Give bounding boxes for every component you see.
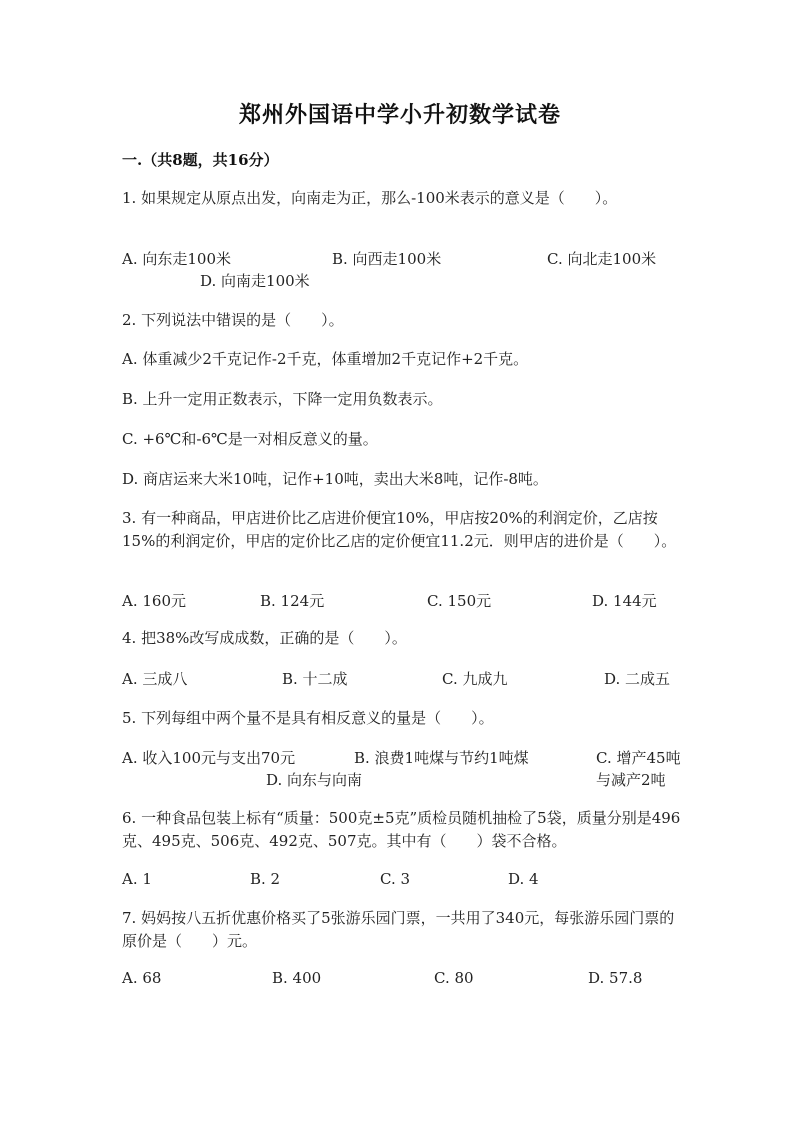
option-b: B. 向西走100米 — [332, 250, 442, 268]
option-d: D. 57.8 — [588, 969, 643, 987]
option-a: A. 向东走100米 — [122, 250, 231, 268]
option-d: D. 向东与向南 — [266, 771, 363, 789]
option-b: B. 124元 — [260, 592, 325, 610]
option-c: C. 增产45吨与减产2吨 — [596, 749, 681, 789]
question-4-stem: 4. 把38%改写成成数，正确的是（ ）。 — [122, 629, 407, 647]
option-d: D. 4 — [508, 870, 539, 888]
option-d: D. 向南走100米 — [200, 272, 310, 290]
option-a: A. 68 — [122, 969, 162, 987]
question-5-stem: 5. 下列每组中两个量不是具有相反意义的量是（ ）。 — [122, 709, 494, 727]
option-a: A. 收入100元与支出70元 — [122, 749, 296, 767]
option-a: A. 体重减少2千克记作-2千克，体重增加2千克记作+2千克。 — [122, 350, 529, 368]
option-c: C. 3 — [380, 870, 411, 888]
question-1-stem: 1. 如果规定从原点出发，向南走为正，那么-100米表示的意义是（ ）。 — [122, 189, 618, 207]
question-1-options — [122, 248, 682, 294]
option-c: C. 150元 — [427, 592, 492, 610]
option-b: B. 400 — [272, 969, 322, 987]
question-5-options — [122, 747, 682, 793]
option-d: D. 商店运来大米10吨，记作+10吨，卖出大米8吨，记作-8吨。 — [122, 470, 548, 488]
option-d: D. 144元 — [592, 592, 657, 610]
option-a: A. 三成八 — [122, 670, 188, 688]
option-b: B. 2 — [250, 870, 281, 888]
question-7-stem: 7. 妈妈按八五折优惠价格买了5张游乐园门票，一共用了340元，每张游乐园门票的原价是（ ）元。 — [122, 909, 675, 950]
option-c: C. 80 — [434, 969, 474, 987]
page-title: 郑州外国语中学小升初数学试卷 — [238, 102, 561, 128]
question-2-stem: 2. 下列说法中错误的是（ ）。 — [122, 311, 344, 329]
option-c: C. 九成九 — [442, 670, 508, 688]
question-7-options — [122, 969, 682, 1015]
option-b: B. 浪费1吨煤与节约1吨煤 — [354, 749, 529, 767]
option-c: C. +6℃和-6℃是一对相反意义的量。 — [122, 430, 378, 448]
question-6-stem: 6. 一种食品包装上标有“质量：500克±5克”质检员随机抽检了5袋，质量分别是496克、495克、506克、492克、507克。其中有（ ）袋不合格。 — [122, 809, 681, 850]
section-heading: 一.（共8题，共16分） — [122, 151, 279, 169]
option-b: B. 上升一定用正数表示，下降一定用负数表示。 — [122, 390, 443, 408]
option-a: A. 1 — [122, 870, 152, 888]
option-d: D. 二成五 — [604, 670, 671, 688]
question-3-stem: 3. 有一种商品，甲店进价比乙店进价便宜10%，甲店按20%的利润定价，乙店按15%的利润定价，甲店的定价比乙店的定价便宜11.2元．则甲店的进价是（ ）。 — [122, 509, 677, 550]
option-c: C. 向北走100米 — [547, 250, 657, 268]
option-a: A. 160元 — [122, 592, 186, 610]
option-b: B. 十二成 — [282, 670, 348, 688]
